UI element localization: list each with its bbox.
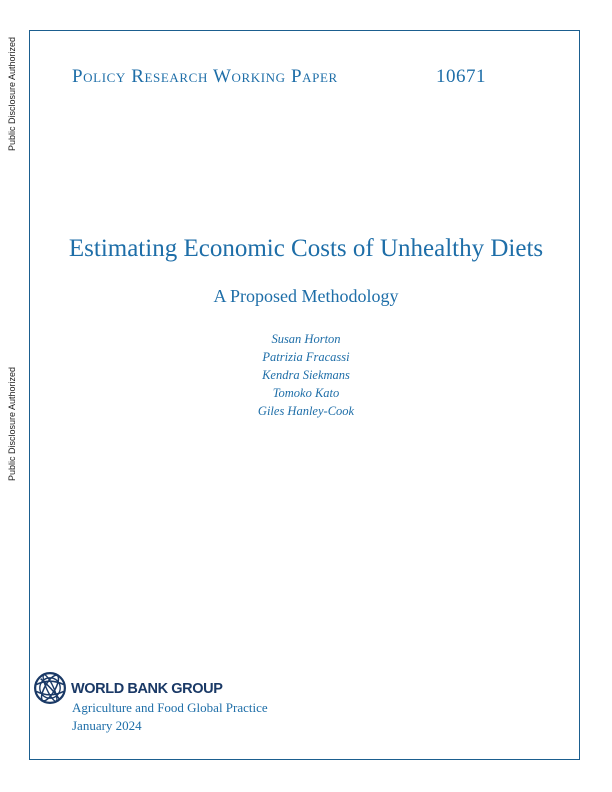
paper-number: 10671 — [436, 66, 486, 87]
author-name: Susan Horton — [271, 332, 341, 346]
world-bank-globe-icon — [33, 671, 67, 705]
series-title: Policy Research Working Paper — [72, 66, 338, 87]
disclosure-stamp-bottom: Public Disclosure Authorized — [7, 366, 17, 481]
author-name: Patrizia Fracassi — [262, 350, 350, 364]
author-name: Kendra Siekmans — [262, 368, 350, 382]
publication-date: January 2024 — [72, 718, 142, 733]
logo-wordmark: WORLD BANK GROUP — [71, 681, 223, 697]
paper-subtitle: A Proposed Methodology — [213, 286, 399, 306]
disclosure-stamp-top: Public Disclosure Authorized — [7, 36, 17, 151]
author-list — [0, 330, 612, 420]
global-practice: Agriculture and Food Global Practice — [72, 700, 268, 715]
paper-title: Estimating Economic Costs of Unhealthy Diets — [68, 235, 544, 262]
author-name: Giles Hanley-Cook — [257, 404, 355, 418]
author-name: Tomoko Kato — [272, 386, 340, 400]
